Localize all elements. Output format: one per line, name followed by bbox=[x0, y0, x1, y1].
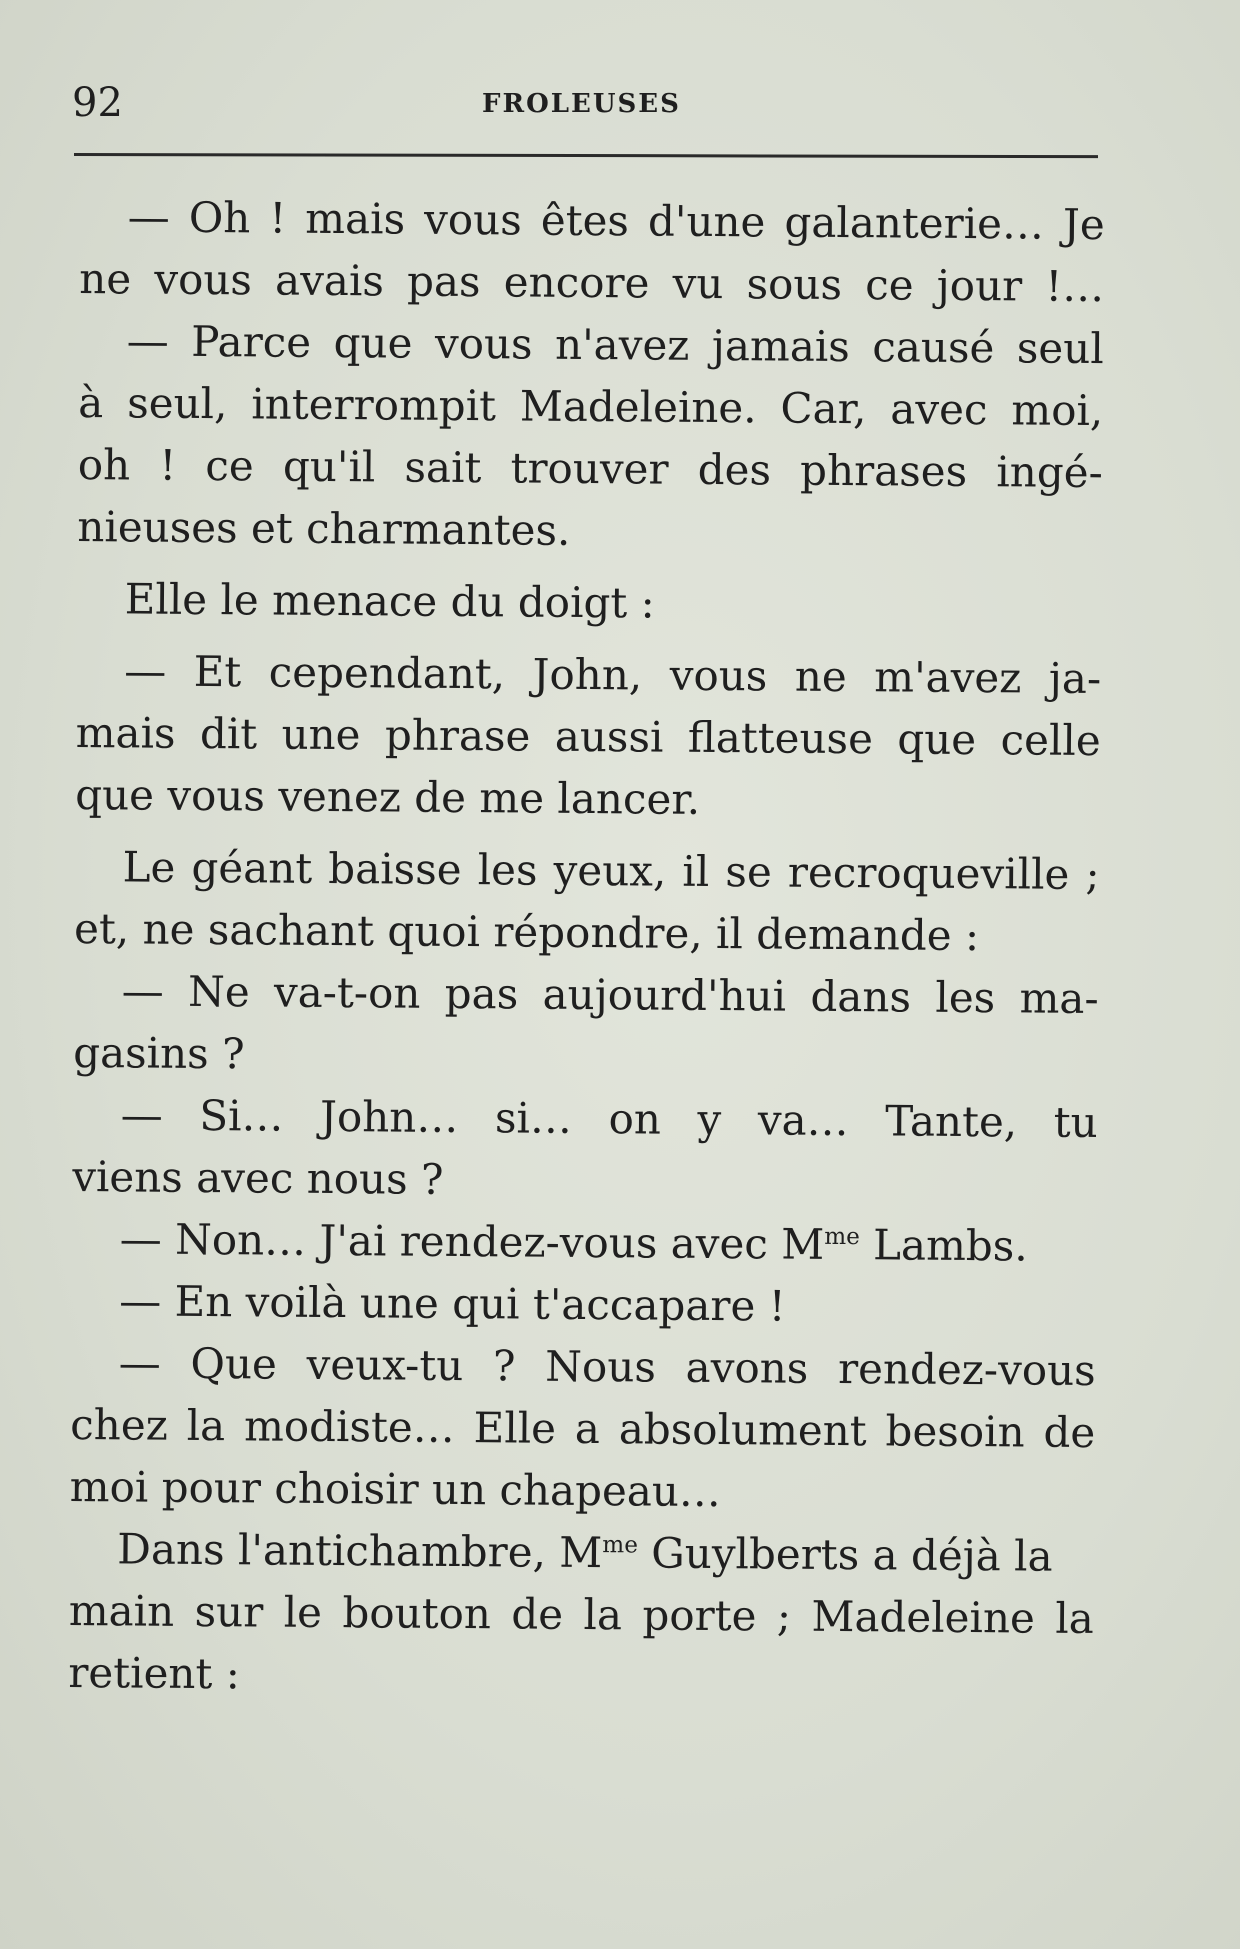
text-line: à seul, interrompit Madeleine. Car, avec moi, bbox=[78, 377, 1104, 436]
text-line: — Si… John… si… on y va… Tante, tu bbox=[120, 1090, 1098, 1148]
text-line: — Oh ! mais vous êtes d'une galanterie… Je bbox=[127, 192, 1105, 250]
text-line: nieuses et charmantes. bbox=[77, 501, 571, 555]
text-line: — En voilà une qui t'accapare ! bbox=[119, 1276, 786, 1331]
text-line: — Et cependant, John, vous ne m'avez ja- bbox=[124, 646, 1102, 704]
abbreviation-superscript: me bbox=[602, 1532, 639, 1559]
page-header bbox=[72, 78, 1100, 128]
text-line: Elle le menace du doigt : bbox=[124, 574, 655, 628]
text-fragment: Dans l'antichambre, M bbox=[117, 1524, 603, 1578]
body-text bbox=[68, 186, 1105, 1712]
text-line: — Parce que vous n'avez jamais causé seul bbox=[126, 316, 1104, 374]
text-line: oh ! ce qu'il sait trouver des phrases ingé- bbox=[77, 439, 1103, 498]
header-rule bbox=[74, 153, 1098, 158]
text-line: — Que veux-tu ? Nous avons rendez-vous bbox=[118, 1338, 1096, 1396]
text-line: ne vous avais pas encore vu sous ce jour !… bbox=[79, 253, 1105, 312]
text-fragment: Lambs. bbox=[859, 1220, 1028, 1271]
abbreviation-superscript: me bbox=[824, 1223, 860, 1251]
text-line: et, ne sachant quoi répondre, il demande : bbox=[73, 903, 980, 961]
text-line: — Ne va-t-on pas aujourd'hui dans les ma- bbox=[121, 966, 1099, 1024]
page-number: 92 bbox=[72, 80, 123, 126]
text-line: main sur le bouton de la porte ; Madeleine la bbox=[68, 1585, 1094, 1644]
text-line: viens avec nous ? bbox=[72, 1151, 444, 1204]
text-line: que vous venez de me lancer. bbox=[75, 769, 701, 824]
text-line bbox=[69, 1518, 1094, 1588]
text-line: mais dit une phrase aussi flatteuse que celle bbox=[75, 707, 1101, 766]
text-line: Le géant baisse les yeux, il se recroqueville ; bbox=[122, 842, 1100, 900]
text-line bbox=[71, 1208, 1096, 1278]
text-fragment: Guylberts a déjà la bbox=[637, 1528, 1053, 1581]
text-line: gasins ? bbox=[73, 1027, 245, 1079]
running-title: FROLEUSES bbox=[482, 89, 681, 119]
text-line: chez la modiste… Elle a absolument besoin de bbox=[70, 1399, 1096, 1458]
text-line: retient : bbox=[68, 1647, 241, 1699]
text-line: moi pour choisir un chapeau… bbox=[69, 1461, 722, 1517]
text-fragment: — Non… J'ai rendez-vous avec M bbox=[119, 1214, 825, 1269]
